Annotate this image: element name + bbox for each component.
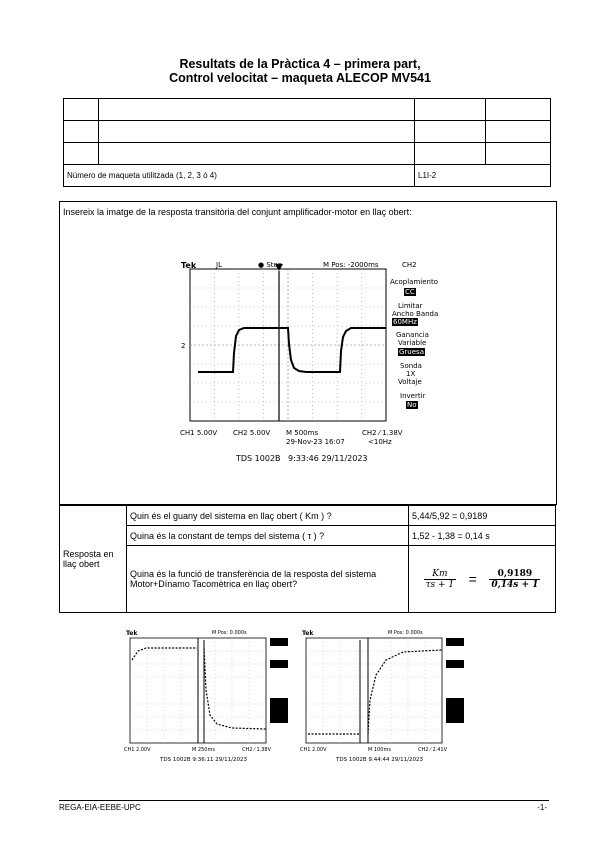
table-row (60, 546, 556, 613)
scope-mode: JL (216, 261, 222, 269)
small-right-time-scale: M 100ms (368, 747, 391, 753)
menu-invertir: Invertir (400, 392, 426, 400)
menu-acop-val: CC (405, 288, 415, 296)
menu-invertir-val: No (407, 401, 417, 409)
tf-num-symbolic: Km (424, 569, 457, 580)
answer-time-constant: 1,52 - 1,38 = 0,14 s (409, 526, 556, 546)
small-right-ch-scale: CH1 2.00V (300, 747, 327, 753)
tf-num-value: 0,9189 (489, 569, 540, 580)
small-left-trigger: CH2 ⁄ 1.38V (242, 747, 271, 753)
small-left-time-scale: M 250ms (192, 747, 215, 753)
menu-ganancia: Ganancia (396, 331, 429, 339)
menu-ancho-val: 60MHz (393, 318, 417, 326)
question-time-constant: Quina és la constant de temps del sistema ( τ ) ? (127, 526, 409, 546)
title-line-1: Resultats de la Pràctica 4 – primera part, (179, 57, 421, 71)
menu-ancho-banda: Ancho Banda (392, 310, 439, 318)
small-left-ch-scale: CH1 2.00V (124, 747, 151, 753)
scope-channel-marker: 2 (181, 342, 186, 350)
menu-limitar: Limitar (398, 302, 423, 310)
footer-left: REGA-EIA-EEBE-UPC (59, 803, 141, 812)
image-instruction: Insereix la imatge de la resposta transitòria del conjunt amplificador-motor en llaç obert: (63, 207, 412, 217)
table-row (60, 526, 556, 546)
small-right-mpos: M Pos: 0.000s (388, 630, 423, 636)
table-row (64, 165, 551, 187)
menu-variable-val: Gruesa (399, 348, 424, 356)
menu-sonda: Sonda (400, 362, 422, 370)
answer-transfer-function (409, 546, 556, 613)
table-row (64, 99, 551, 121)
menu-sonda-val: 1X (406, 370, 416, 378)
scope-ch: CH2 (402, 261, 417, 269)
footer-divider (59, 800, 549, 801)
table-row (64, 121, 551, 143)
small-right-brand: Tek (302, 630, 314, 637)
small-left-model: TDS 1002B 9:36:11 29/11/2023 (160, 757, 248, 763)
scope-model: TDS 1002B (236, 454, 281, 463)
tf-den-symbolic: τs + 1 (425, 579, 455, 590)
small-left-brand: Tek (126, 630, 138, 637)
info-table (63, 98, 551, 187)
scope-ch2-scale: CH2 5.00V (233, 429, 271, 437)
small-left-mpos: M Pos: 0.000s (212, 630, 247, 636)
oscilloscope-small-left (122, 630, 292, 765)
menu-acoplamiento: Acoplamiento (390, 278, 439, 286)
oscilloscope-main (178, 258, 439, 468)
tf-symbolic (424, 569, 457, 590)
small-right-model: TDS 1002B 9:44:44 29/11/2023 (336, 757, 424, 763)
question-transfer-function: Quina és la funció de transferència de la resposta del sistema Motor+Dínamo Tacomètrica en llaç obert? (127, 546, 409, 613)
oscilloscope-right-grid (298, 630, 468, 765)
oscilloscope-small-right (298, 630, 468, 765)
scope-mpos: M Pos: -2000ms (323, 261, 379, 269)
menu-voltaje: Voltaje (398, 378, 422, 386)
scope-time-scale: M 500ms (286, 429, 319, 437)
question-gain: Quin és el guany del sistema en llaç obert ( Km ) ? (127, 506, 409, 526)
response-row-label: Resposta en llaç obert (60, 506, 127, 613)
table-row (64, 143, 551, 165)
title-line-2: Control velocitat – maqueta ALECOP MV541 (169, 71, 431, 85)
table-row (60, 506, 556, 526)
footer-page-number: -1- (537, 803, 547, 812)
oscilloscope-left-grid (122, 630, 292, 765)
scope-frequency: <10Hz (368, 438, 392, 446)
maqueta-value: L1I-2 (415, 165, 551, 187)
small-right-trigger: CH2 ⁄ 2.41V (418, 747, 447, 753)
maqueta-label: Número de maqueta utilitzada (1, 2, 3 ó 4) (64, 165, 415, 187)
scope-ch1-scale: CH1 5.00V (180, 429, 218, 437)
scope-timestamp: 9:33:46 29/11/2023 (288, 454, 368, 463)
tf-den-value: 0,14s + 1 (491, 579, 539, 590)
response-table (59, 505, 556, 613)
tf-numeric (489, 569, 540, 590)
menu-variable: Variable (398, 339, 427, 347)
scope-date: 29-Nov-23 16:07 (286, 438, 345, 446)
scope-status: ● Stop (258, 261, 283, 269)
scope-trigger: CH2 ⁄ 1.38V (362, 429, 403, 437)
scope-brand: Tek (181, 261, 197, 270)
tf-equals: = (468, 571, 477, 587)
answer-gain: 5,44/5,92 = 0,9189 (409, 506, 556, 526)
